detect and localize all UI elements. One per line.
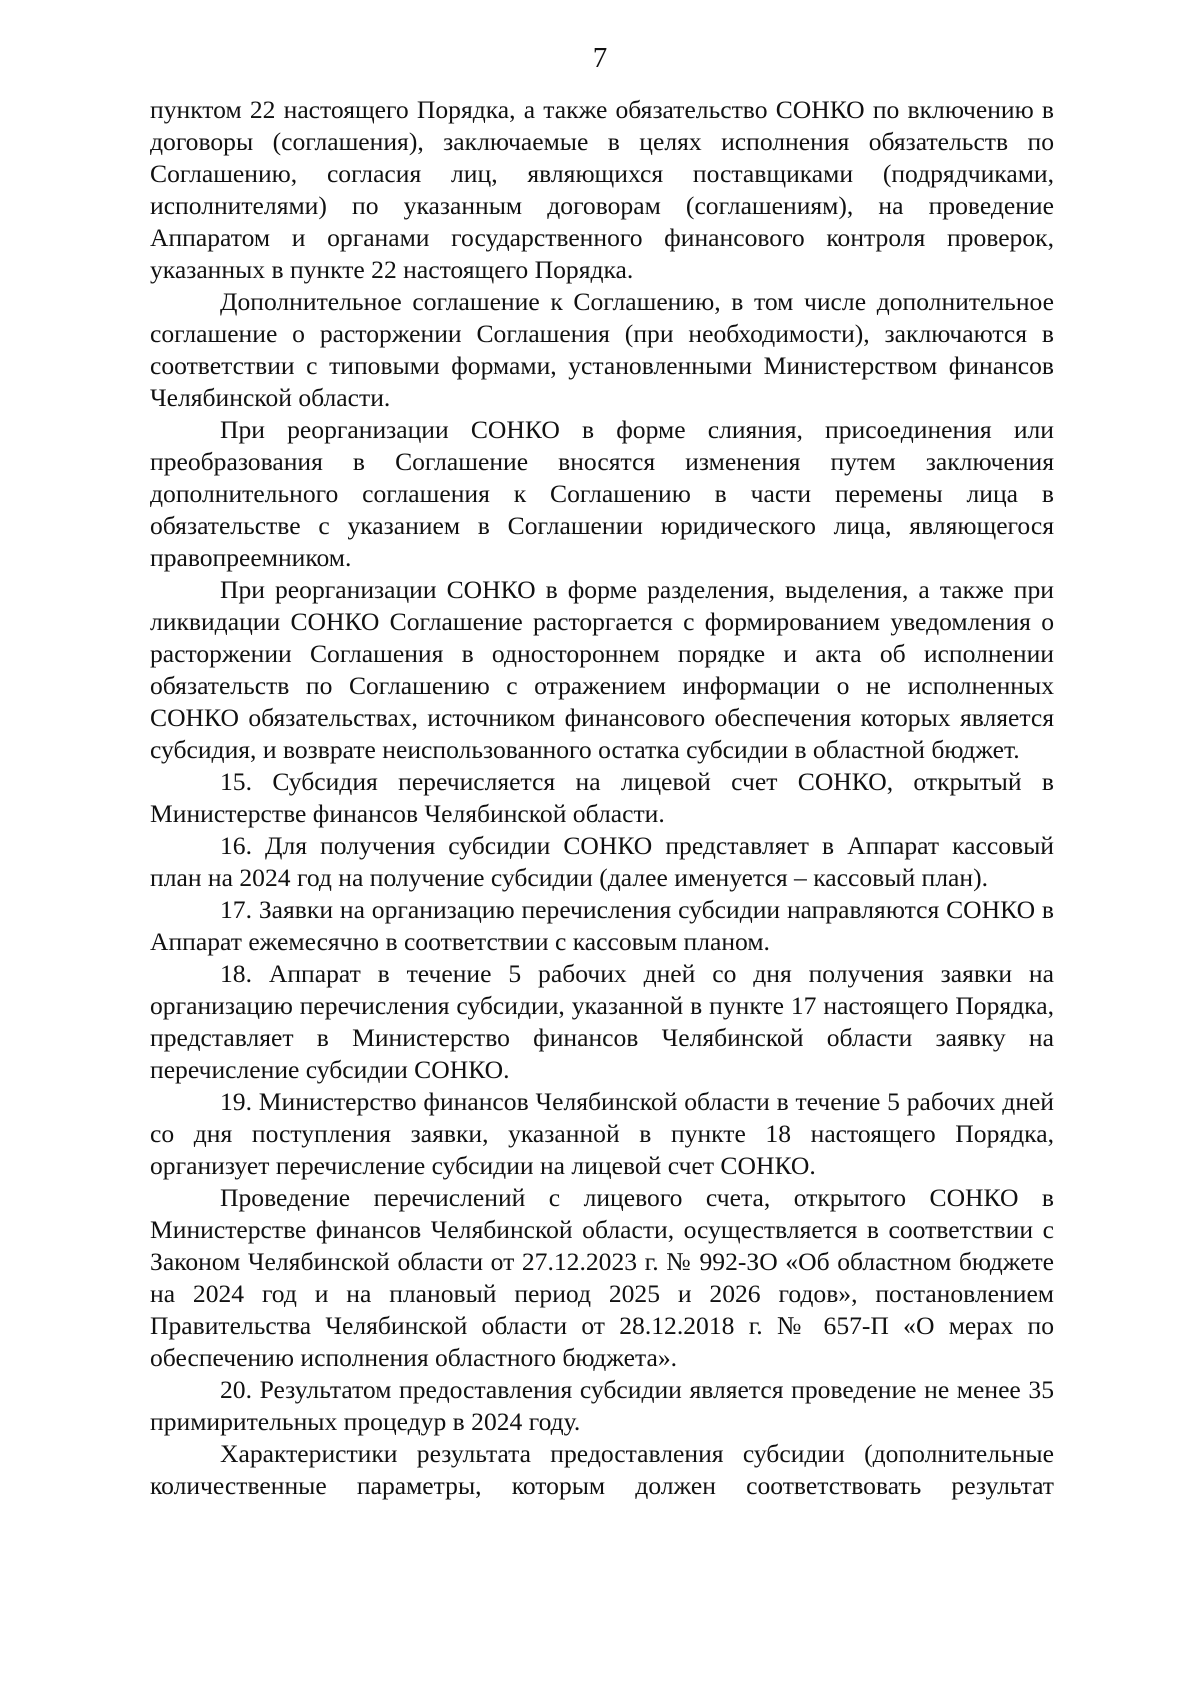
paragraph-item-17: 17. Заявки на организацию перечисления субсидии направляются СОНКО в Аппарат ежемесячно в соответствии с кассовым планом.	[150, 895, 1054, 956]
paragraph-result-characteristics: Характеристики результата предоставления субсидии (дополнительные количественные параметры, которым должен соответствовать результат	[150, 1439, 1054, 1500]
paragraph-item-19: 19. Министерство финансов Челябинской области в течение 5 рабочих дней со дня поступления заявки, указанной в пункте 18 настоящего Порядка, организует перечисление субсидии на лицевой счет СОНКО.	[150, 1087, 1054, 1180]
paragraph-additional-agreement: Дополнительное соглашение к Соглашению, в том числе дополнительное соглашение о расторжении Соглашения (при необходимости), заключаются в соответствии с типовыми формами, установленными Министерством финансов Челябинской области.	[150, 287, 1054, 412]
paragraph-item-15: 15. Субсидия перечисляется на лицевой счет СОНКО, открытый в Министерстве финансов Челябинской области.	[150, 767, 1054, 828]
paragraph-item-18: 18. Аппарат в течение 5 рабочих дней со дня получения заявки на организацию перечисления субсидии, указанной в пункте 17 настоящего Порядка, представляет в Министерство финансов Челябинской области заявку на перечисление субсидии СОНКО.	[150, 959, 1054, 1084]
paragraph-reorganization-merger: При реорганизации СОНКО в форме слияния, присоединения или преобразования в Соглашение вносятся изменения путем заключения дополнительного соглашения к Соглашению в части перемены лица в обязательстве с указанием в Соглашении юридического лица, являющегося правопреемником.	[150, 415, 1054, 572]
paragraph-item-16: 16. Для получения субсидии СОНКО представляет в Аппарат кассовый план на 2024 год на получение субсидии (далее именуется – кассовый план).	[150, 831, 1054, 892]
paragraph-reorganization-division: При реорганизации СОНКО в форме разделения, выделения, а также при ликвидации СОНКО Соглашение расторгается с формированием уведомления о расторжении Соглашения в одностороннем порядке и акта об исполнении обязательств по Соглашению с отражением информации о не исполненных СОНКО обязательствах, источником финансового обеспечения которых является субсидия, и возврате неиспользованного остатка субсидии в областной бюджет.	[150, 575, 1054, 764]
paragraph-continuation: пунктом 22 настоящего Порядка, а также обязательство СОНКО по включению в договоры (соглашения), заключаемые в целях исполнения обязательств по Соглашению, согласия лиц, являющихся поставщиками (подрядчиками, исполнителями) по указанным договорам (соглашениям), на проведение Аппаратом и органами государственного финансового контроля проверок, указанных в пункте 22 настоящего Порядка.	[150, 95, 1054, 284]
page-number: 7	[592, 42, 608, 74]
paragraph-transfers: Проведение перечислений с лицевого счета, открытого СОНКО в Министерстве финансов Челябинской области, осуществляется в соответствии с Законом Челябинской области от 27.12.2023 г. № 992-ЗО «Об областном бюджете на 2024 год и на плановый период 2025 и 2026 годов», постановлением Правительства Челябинской области от 28.12.2018 г. № 657-П «О мерах по обеспечению исполнения областного бюджета».	[150, 1183, 1054, 1372]
paragraph-item-20: 20. Результатом предоставления субсидии является проведение не менее 35 примирительных процедур в 2024 году.	[150, 1375, 1054, 1436]
document-body	[150, 94, 1054, 1502]
